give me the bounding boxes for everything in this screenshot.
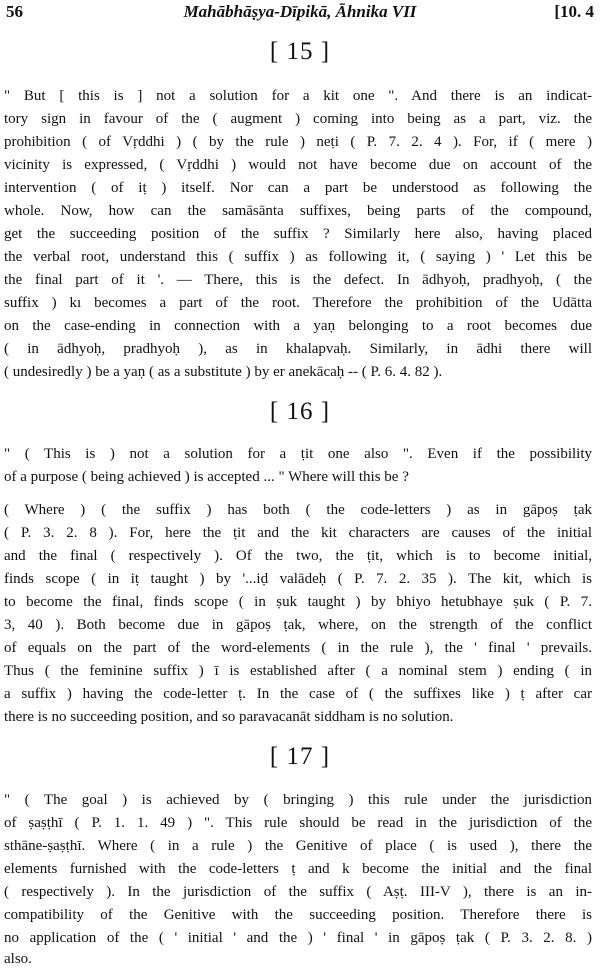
paragraph-line: a suffix ) having the code-letter ṭ. In the case of ( the suffixes like ) ṭ after car bbox=[4, 686, 592, 702]
paragraph-line: ( Where ) ( the suffix ) has both ( the code-letters ) as in gāpoṣ ṭak bbox=[4, 502, 592, 518]
paragraph-line: ( undesiredly ) be a yaṇ ( as a substitute ) by er anekācaḥ -- ( P. 6. 4. 82 ). bbox=[4, 364, 443, 380]
paragraph-line: on the case-ending in connection with a yaṇ belonging to a root becomes due bbox=[4, 318, 592, 334]
page-header bbox=[6, 2, 594, 26]
paragraph-line: of equals on the part of the word-elements ( in the rule ), the ' final ' prevails. bbox=[4, 640, 592, 656]
section-number-16: [ 16 ] bbox=[269, 398, 331, 425]
paragraph-line: whole. Now, how can the samāsānta suffixes, being parts of the compound, bbox=[4, 203, 592, 219]
paragraph-line: no application of the ( ' initial ' and the ) ' final ' in gāpoṣ ṭak ( P. 3. 2. 8. ) bbox=[4, 930, 592, 946]
paragraph-line: compatibility of the Genitive with the succeeding position. Therefore there is bbox=[4, 907, 592, 923]
page-number: 56 bbox=[6, 2, 23, 21]
paragraph-line: there is no succeeding position, and so paravacanāt siddham is no solution. bbox=[4, 709, 454, 725]
paragraph-line: intervention ( of iṭ ) itself. Nor can a part be understood as following the bbox=[4, 180, 592, 196]
paragraph-line: and the final ( respectively ). Of the two, the ṭit, which is to become initial, bbox=[4, 548, 592, 564]
paragraph-line: suffix ) kı becomes a part of the root. Therefore the prohibition of the Udātta bbox=[4, 295, 592, 311]
section-reference: [10. 4 bbox=[554, 2, 594, 21]
paragraph-line: of a purpose ( being achieved ) is accepted ... " Where will this be ? bbox=[4, 469, 409, 485]
running-title: Mahābhāṣya-Dīpikā, Āhnika VII bbox=[183, 2, 417, 21]
paragraph-line: ( in ādhyoḥ, pradhyoḥ ), as in khalapvaḥ. Similarly, in ādhi there will bbox=[4, 341, 592, 357]
paragraph-line: of ṣaṣṭhī ( P. 1. 1. 49 ) ". This rule should be read in the jurisdiction of the bbox=[4, 815, 592, 831]
section-number-15: [ 15 ] bbox=[269, 38, 331, 65]
paragraph-line: " ( This is ) not a solution for a ṭit one also ". Even if the possibility bbox=[4, 446, 592, 462]
paragraph-line: the verbal root, understand this ( suffix ) as following it, ( saying ) ' Let this be bbox=[4, 249, 592, 265]
paragraph-line: " ( The goal ) is achieved by ( bringing ) this rule under the jurisdiction bbox=[4, 792, 592, 808]
paragraph-line: ( P. 3. 2. 8 ). For, here the ṭit and the kit characters are causes of the initial bbox=[4, 525, 592, 541]
paragraph-line: Thus ( the feminine suffix ) ī is established after ( a nominal stem ) ending ( in bbox=[4, 663, 592, 679]
paragraph-line: get the succeeding position of the suffix ? Similarly here also, having placed bbox=[4, 226, 592, 242]
paragraph-line: also. bbox=[4, 951, 32, 967]
paragraph-line: the final part of it '. — There, this is the defect. In ādhyoḥ, pradhyoḥ, ( the bbox=[4, 272, 592, 288]
paragraph-line: prohibition ( of Vṛddhi ) ( by the rule ) neṭi ( P. 7. 2. 4 ). For, if ( mere ) bbox=[4, 134, 592, 150]
paragraph-line: to become the final, finds scope ( in ṣuk taught ) by bhiyo hetubhaye ṣuk ( P. 7. bbox=[4, 594, 592, 610]
paragraph-line: elements furnished with the code-letters ṭ and k become the initial and the final bbox=[4, 861, 592, 877]
paragraph-line: tory sign in favour of the ( augment ) coming into being as a part, viz. the bbox=[4, 111, 592, 127]
section-number-17: [ 17 ] bbox=[269, 743, 331, 770]
paragraph-line: 3, 40 ). Both become due in gāpoṣ ṭak, where, on the strength of the conflict bbox=[4, 617, 592, 633]
paragraph-line: " But [ this is ] not a solution for a kit one ". And there is an indicat- bbox=[4, 88, 592, 104]
paragraph-line: sthāne-ṣaṣṭhī. Where ( in a rule ) the Genitive of place ( is used ), there the bbox=[4, 838, 592, 854]
paragraph-line: ( respectively ). In the jurisdiction of the suffix ( Aṣṭ. III-V ), there is an in- bbox=[4, 884, 592, 900]
paragraph-line: vicinity is expressed, ( Vṛddhi ) would not have become due on account of the bbox=[4, 157, 592, 173]
paragraph-line: finds scope ( in iṭ taught ) by '...iḍ valādeḥ ( P. 7. 2. 35 ). The kit, which is bbox=[4, 571, 592, 587]
